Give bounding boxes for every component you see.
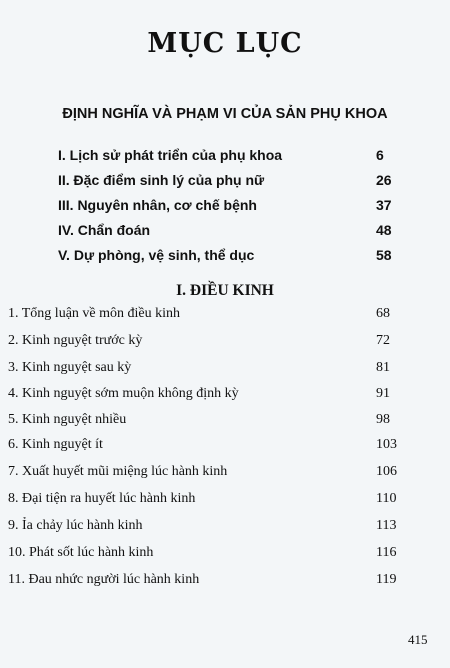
toc-entry-title: 5. Kinh nguyệt nhiều bbox=[8, 412, 127, 427]
toc-entry-page: 81 bbox=[376, 360, 390, 375]
toc-entry-title: 10. Phát sốt lúc hành kinh bbox=[8, 545, 154, 560]
toc-entry-page: 103 bbox=[376, 437, 397, 452]
toc-entry-page: 119 bbox=[376, 572, 397, 587]
toc-entry-page: 91 bbox=[376, 386, 390, 401]
page-number: 415 bbox=[408, 632, 428, 647]
toc-entry bbox=[8, 572, 428, 592]
toc-entry bbox=[8, 386, 428, 406]
section-heading: ĐỊNH NGHĨA VÀ PHẠM VI CỦA SẢN PHỤ KHOA bbox=[62, 106, 388, 122]
toc-entry-page: 48 bbox=[376, 222, 392, 238]
toc-entry-title: 3. Kinh nguyệt sau kỳ bbox=[8, 360, 132, 375]
toc-entry-title: 1. Tổng luận về môn điều kinh bbox=[8, 306, 180, 321]
toc-entry-title: 9. Ỉa chảy lúc hành kinh bbox=[8, 518, 143, 533]
toc-entry-page: 106 bbox=[376, 464, 397, 479]
toc-entry bbox=[58, 222, 398, 242]
toc-entry-page: 116 bbox=[376, 545, 397, 560]
toc-entry-page: 6 bbox=[376, 147, 384, 163]
toc-entry bbox=[8, 464, 428, 484]
toc-entry-page: 110 bbox=[376, 491, 397, 506]
toc-entry-page: 113 bbox=[376, 518, 397, 533]
toc-entry bbox=[58, 247, 398, 267]
toc-entry bbox=[8, 491, 428, 511]
toc-entry-page: 26 bbox=[376, 172, 392, 188]
toc-entry-title: 4. Kinh nguyệt sớm muộn không định kỳ bbox=[8, 386, 239, 401]
toc-entry-page: 68 bbox=[376, 306, 390, 321]
toc-entry bbox=[8, 306, 428, 326]
chapter-heading: I. ĐIỀU KINH bbox=[176, 282, 274, 299]
toc-entry-page: 37 bbox=[376, 197, 392, 213]
toc-entry bbox=[8, 333, 428, 353]
page-title: MỤC LỤC bbox=[147, 28, 303, 59]
toc-entry bbox=[58, 197, 398, 217]
toc-entry-page: 58 bbox=[376, 247, 392, 263]
toc-entry-title: 2. Kinh nguyệt trước kỳ bbox=[8, 333, 143, 348]
toc-entry-title: IV. Chẩn đoán bbox=[58, 222, 151, 238]
toc-entry bbox=[58, 147, 398, 167]
toc-entry-title: 7. Xuất huyết mũi miệng lúc hành kinh bbox=[8, 464, 228, 479]
toc-entry bbox=[8, 545, 428, 565]
toc-entry bbox=[58, 172, 398, 192]
toc-entry bbox=[8, 518, 428, 538]
toc-entry-title: V. Dự phòng, vệ sinh, thể dục bbox=[58, 247, 255, 263]
toc-entry-title: 8. Đại tiện ra huyết lúc hành kinh bbox=[8, 491, 196, 506]
toc-entry-page: 72 bbox=[376, 333, 390, 348]
toc-entry-title: III. Nguyên nhân, cơ chế bệnh bbox=[58, 197, 257, 213]
toc-entry bbox=[8, 360, 428, 380]
toc-entry bbox=[8, 437, 428, 457]
toc-entry bbox=[8, 412, 428, 432]
toc-entry-page: 98 bbox=[376, 412, 390, 427]
toc-entry-title: I. Lịch sử phát triển của phụ khoa bbox=[58, 147, 283, 163]
toc-entry-title: II. Đặc điểm sinh lý của phụ nữ bbox=[58, 172, 265, 188]
toc-entry-title: 11. Đau nhức người lúc hành kinh bbox=[8, 572, 200, 587]
toc-entry-title: 6. Kinh nguyệt ít bbox=[8, 437, 103, 452]
